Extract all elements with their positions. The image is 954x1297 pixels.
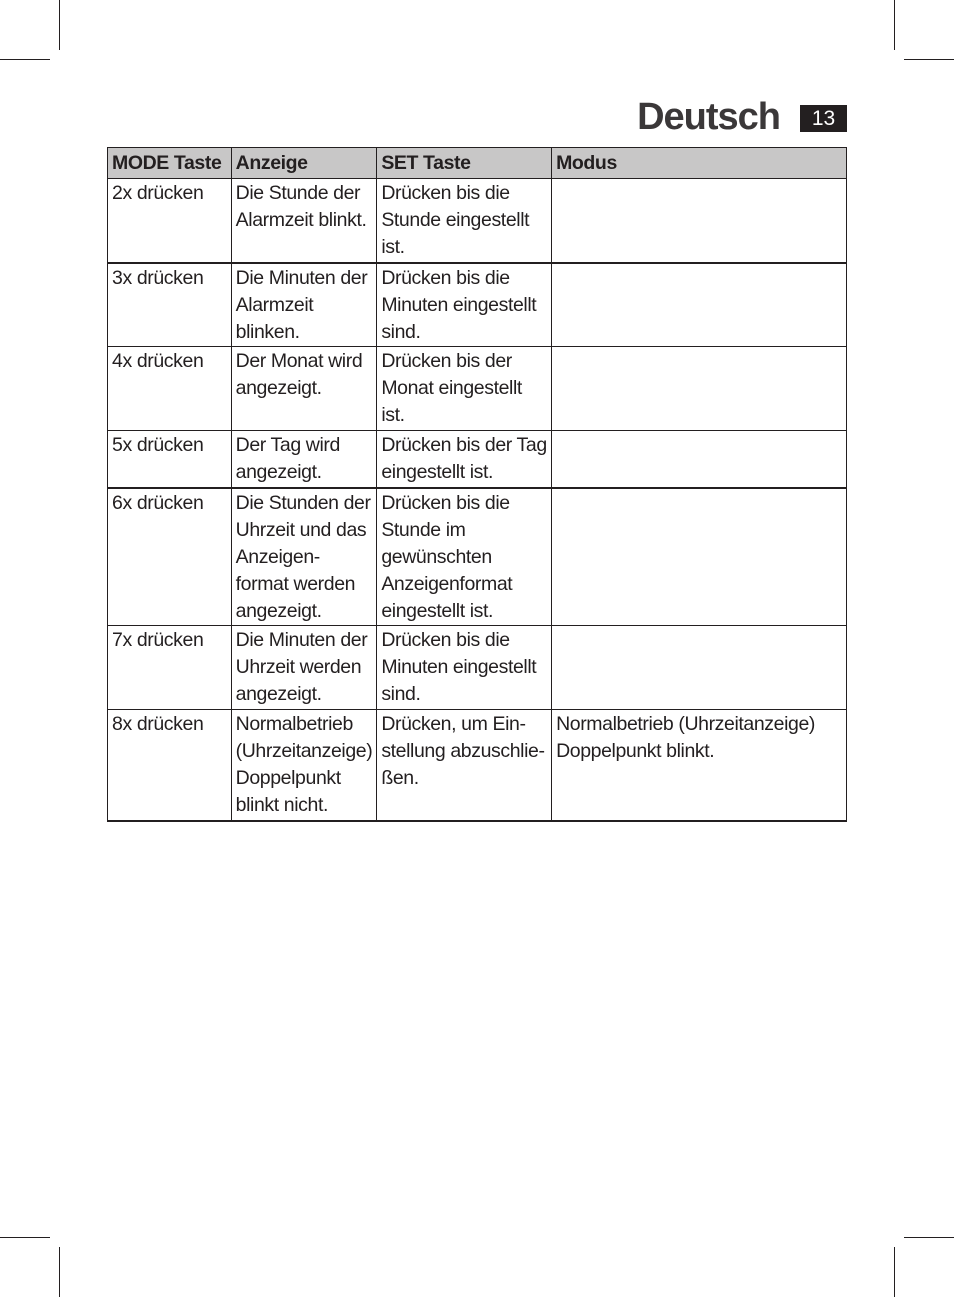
cell-modus bbox=[552, 347, 847, 431]
cell-mode: 5x drücken bbox=[108, 431, 232, 488]
table-row bbox=[108, 710, 847, 821]
table-row bbox=[108, 431, 847, 488]
table-row bbox=[108, 263, 847, 347]
cell-display: Die Minuten der Uhrzeit werden angezeigt. bbox=[231, 626, 377, 710]
cell-modus: Normalbetrieb (Uhrzeitanzeige) Doppelpunkt blinkt. bbox=[552, 710, 847, 821]
cell-set: Drücken bis die Minuten eingestellt sind. bbox=[377, 263, 552, 347]
column-header-mode: MODE Taste bbox=[108, 148, 232, 179]
cell-display: Die Stunde der Alarmzeit blinkt. bbox=[231, 179, 377, 263]
cell-set: Drücken, um Ein-stellung abzuschlie-ßen. bbox=[377, 710, 552, 821]
mode-set-table bbox=[107, 147, 847, 822]
crop-mark-top-left-vertical bbox=[59, 0, 60, 50]
crop-mark-bottom-right-vertical bbox=[894, 1247, 895, 1297]
cell-set: Drücken bis die Stunde eingestellt ist. bbox=[377, 179, 552, 263]
column-header-set: SET Taste bbox=[377, 148, 552, 179]
table-row bbox=[108, 488, 847, 626]
cell-set: Drücken bis die Stunde im gewünschten Anzeigenformat eingestellt ist. bbox=[377, 488, 552, 626]
cell-modus bbox=[552, 179, 847, 263]
language-title: Deutsch bbox=[637, 96, 780, 138]
table-row bbox=[108, 347, 847, 431]
cell-modus bbox=[552, 488, 847, 626]
cell-mode: 3x drücken bbox=[108, 263, 232, 347]
cell-mode: 6x drücken bbox=[108, 488, 232, 626]
page-header bbox=[637, 92, 847, 142]
crop-mark-bottom-left-horizontal bbox=[0, 1237, 50, 1238]
cell-modus bbox=[552, 626, 847, 710]
cell-display: Die Minuten der Alarmzeit blinken. bbox=[231, 263, 377, 347]
crop-mark-top-right-horizontal bbox=[904, 59, 954, 60]
cell-mode: 4x drücken bbox=[108, 347, 232, 431]
crop-mark-top-right-vertical bbox=[894, 0, 895, 50]
table-row bbox=[108, 626, 847, 710]
crop-mark-top-left-horizontal bbox=[0, 59, 50, 60]
cell-mode: 8x drücken bbox=[108, 710, 232, 821]
crop-mark-bottom-right-horizontal bbox=[904, 1237, 954, 1238]
cell-set: Drücken bis der Monat eingestellt ist. bbox=[377, 347, 552, 431]
cell-set: Drücken bis die Minuten eingestellt sind. bbox=[377, 626, 552, 710]
table-row bbox=[108, 179, 847, 263]
table-header-row bbox=[108, 148, 847, 179]
cell-modus bbox=[552, 431, 847, 488]
cell-mode: 2x drücken bbox=[108, 179, 232, 263]
cell-display: Der Tag wird angezeigt. bbox=[231, 431, 377, 488]
cell-display: Normalbetrieb (Uhrzeitanzeige) Doppelpunkt blinkt nicht. bbox=[231, 710, 377, 821]
cell-modus bbox=[552, 263, 847, 347]
cell-display: Die Stunden der Uhrzeit und das Anzeigen-format werden angezeigt. bbox=[231, 488, 377, 626]
cell-display: Der Monat wird angezeigt. bbox=[231, 347, 377, 431]
crop-mark-bottom-left-vertical bbox=[59, 1247, 60, 1297]
page-number-badge: 13 bbox=[800, 105, 847, 132]
cell-mode: 7x drücken bbox=[108, 626, 232, 710]
column-header-modus: Modus bbox=[552, 148, 847, 179]
column-header-display: Anzeige bbox=[231, 148, 377, 179]
cell-set: Drücken bis der Tag eingestellt ist. bbox=[377, 431, 552, 488]
